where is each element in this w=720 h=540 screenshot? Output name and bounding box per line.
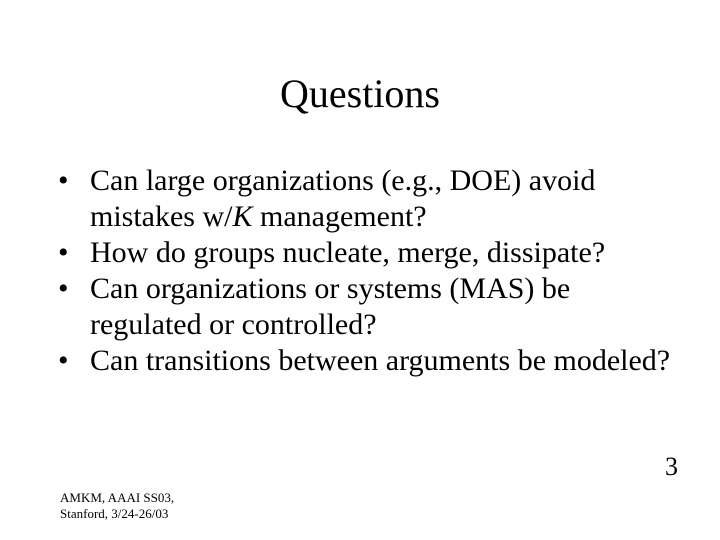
bullet-text: Can large organizations (e.g., DOE) avoid mistakes w/K management?	[90, 164, 596, 233]
bullet-item	[58, 343, 678, 379]
bullet-text: Can transitions between arguments be modeled?	[90, 344, 671, 377]
bullet-marker: •	[58, 236, 69, 269]
slide-footer	[60, 490, 260, 522]
italic-k: K	[232, 200, 253, 233]
footer-line-2: Stanford, 3/24-26/03	[60, 506, 169, 521]
slide-number: 3	[665, 452, 678, 481]
footer-line-1: AMKM, AAAI SS03,	[60, 490, 175, 505]
slide-title: Questions	[280, 71, 440, 116]
bullet-item	[58, 271, 678, 343]
bullet-list	[58, 163, 678, 379]
bullet-text: How do groups nucleate, merge, dissipate?	[90, 236, 606, 269]
bullet-item	[58, 163, 678, 235]
bullet-marker: •	[58, 344, 69, 377]
bullet-marker: •	[58, 272, 69, 305]
bullet-marker: •	[58, 164, 69, 197]
bullet-text: Can organizations or systems (MAS) be regulated or controlled?	[90, 272, 571, 341]
bullet-item	[58, 235, 678, 271]
